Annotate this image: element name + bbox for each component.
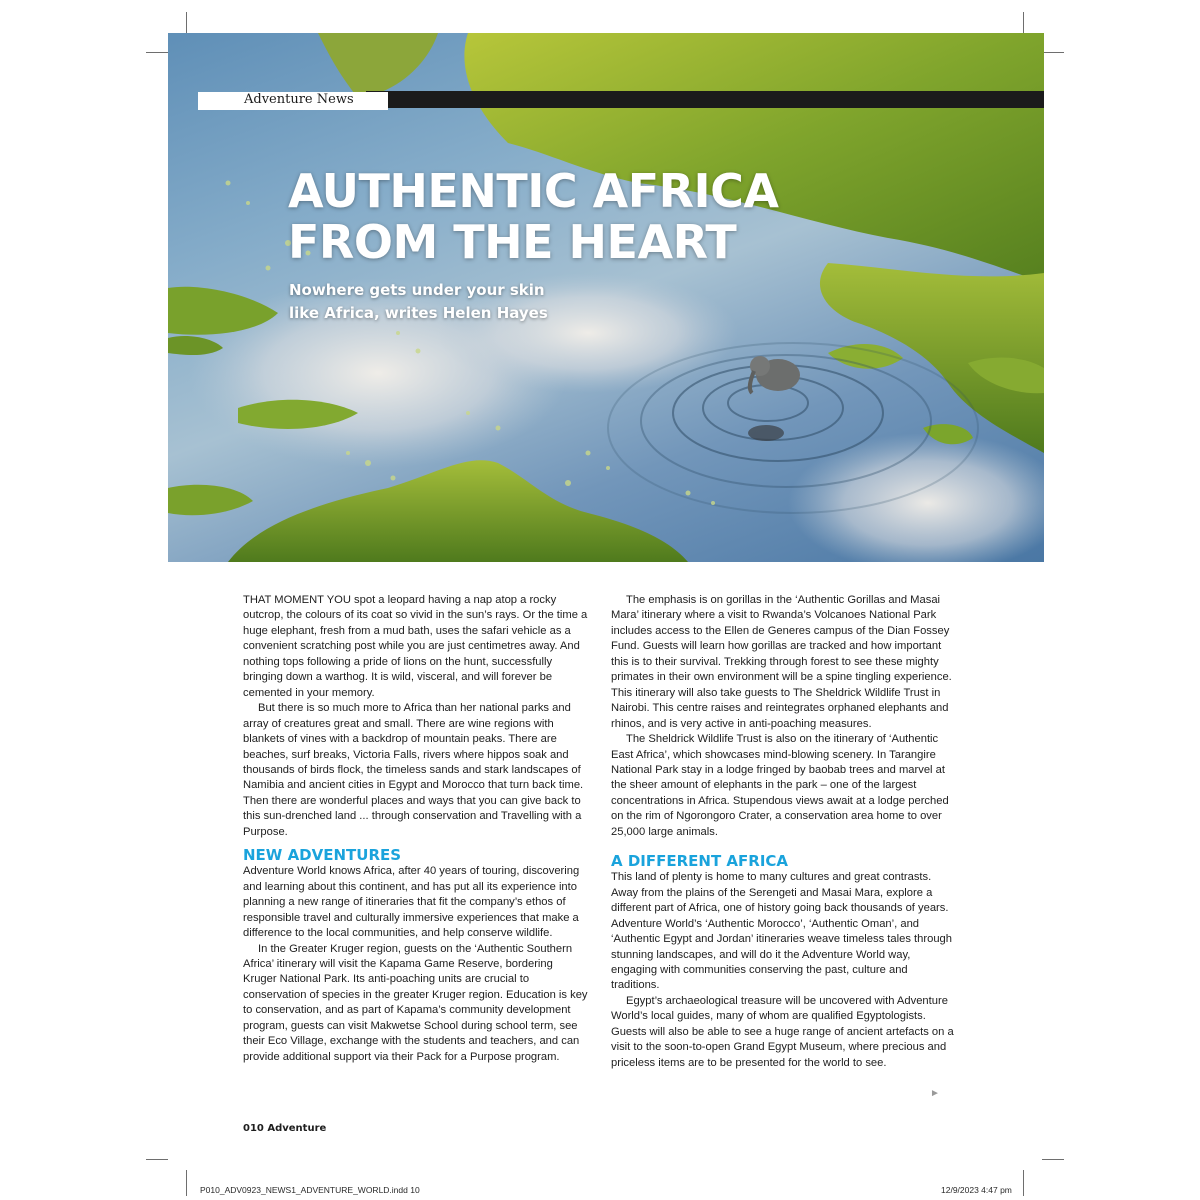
section-label: Adventure News xyxy=(244,92,354,107)
play-triangle-icon: ► xyxy=(930,1088,940,1099)
crop-mark-right-top xyxy=(1042,52,1064,53)
subheading: NEW ADVENTURES xyxy=(243,846,402,865)
crop-mark-bottom-right xyxy=(1023,1170,1024,1196)
paragraph: THAT MOMENT YOU spot a leopard having a nap atop a rocky outcrop, the colours of its coat so vivid in the sun’s rays. Or the time a huge elephant, fresh from a mud bath, uses the safari vehicle as a convenient scratching post while you are just centimetres away. And nothing tops following a pride of lions on the hunt, successfully bringing down a warthog. It is wild, visceral, and will forever be cemented in your memory. xyxy=(243,594,588,699)
folio xyxy=(243,1123,326,1134)
section-rule xyxy=(366,91,1044,108)
paragraph: The Sheldrick Wildlife Trust is also on the itinerary of ‘Authentic East Africa’, which showcases mind-blowing scenery. In Tarangire National Park stay in a lodge fringed by baobab trees and marvel at the sheer amount of elephants in the park – one of the largest concentrations in Africa. Stupendous views await at a lodge perched on the rim of Ngorongoro Crater, a conservation area home to over 25,000 large animals. xyxy=(611,733,949,838)
paragraph: But there is so much more to Africa than her national parks and array of creatures great and small. There are wine regions with blankets of vines with a backdrop of mountain peaks. There are beaches, surf breaks, Victoria Falls, rivers where hippos soak and thousands of birds flock, the timeless sands and stark landscapes of Namibia and ancient cities in Egypt and Morocco that turn back time. Then there are wonderful places and ways that you can give back to this sun-drenched land ... through conservation and Travelling with a Purpose. xyxy=(243,702,584,838)
crop-mark-bottom-left xyxy=(186,1170,187,1196)
crop-mark-left-top xyxy=(146,52,168,53)
magazine-name: Adventure xyxy=(267,1123,327,1134)
article-column-right xyxy=(611,593,956,1071)
paragraph: Adventure World knows Africa, after 40 years of touring, discovering and learning about this continent, and has put all its experience into planning a new range of itineraries that fit the company’s ethos of responsible travel and culturally immersive experiences that make a difference to the local communities, and help conserve wildlife. xyxy=(243,865,580,940)
article-column-left xyxy=(243,593,588,1065)
crop-mark-left-bottom xyxy=(146,1159,168,1160)
print-slug-datetime: 12/9/2023 4:47 pm xyxy=(941,1185,1012,1195)
grass-tuft xyxy=(168,485,253,516)
subheading: A DIFFERENT AFRICA xyxy=(611,852,789,871)
elephant-silhouette xyxy=(748,356,800,441)
standfirst-line: like Africa, writes Helen Hayes xyxy=(289,304,548,322)
marsh-bottom xyxy=(228,460,688,562)
print-slug-file: P010_ADV0923_NEWS1_ADVENTURE_WORLD.indd 10 xyxy=(200,1185,420,1195)
marsh-top-left xyxy=(318,33,438,98)
crop-mark-right-bottom xyxy=(1042,1159,1064,1160)
headline-line: AUTHENTIC AFRICA xyxy=(288,164,779,218)
paragraph: Egypt’s archaeological treasure will be uncovered with Adventure World’s local guides, many of whom are qualified Egyptologists. Guests will also be able to see a huge range of ancient artefacts on a visit to the soon-to-open Grand Egypt Museum, where precious and priceless items are to be presented for the world to see. xyxy=(611,994,954,1069)
paragraph: In the Greater Kruger region, guests on the ‘Authentic Southern Africa’ itinerary will visit the Kapama Game Reserve, bordering Kruger National Park. Its anti-poaching units are crucial to conservation of species in the greater Kruger region. Education is key to conservation, and as part of Kapama’s community development program, guests can visit Makwetse School during school term, see their Eco Village, exchange with the students and teachers, and can provide additional support via their Pack for a Purpose program. xyxy=(243,942,588,1063)
page-number: 010 xyxy=(243,1123,264,1134)
standfirst xyxy=(289,279,619,325)
paragraph: This land of plenty is home to many cultures and great contrasts. Away from the plains of the Serengeti and Masai Mara, explore a different part of Africa, one of history going back thousands of years. Adventure World’s ‘Authentic Morocco’, ‘Authentic Oman’, and ‘Authentic Egypt and Jordan’ itineraries weave timeless tales through stunning landscapes, and will do it the Adventure World way, engaging with communities conserving the past, culture and traditions. xyxy=(611,871,952,992)
headline-line: FROM THE HEART xyxy=(288,215,737,269)
standfirst-line: Nowhere gets under your skin xyxy=(289,281,545,299)
cloud-reflection xyxy=(788,433,1044,562)
paragraph: The emphasis is on gorillas in the ‘Authentic Gorillas and Masai Mara’ itinerary where a visit to Rwanda’s Volcanoes National Park includes access to the Ellen de Generes campus of the Dian Fossey Fund. Guests will learn how gorillas are tracked and how important this is to their survival. Trekking through forest to see these mighty primates in their own environment will be a spine tingling experience. This itinerary will also take guests to The Sheldrick Wildlife Trust in Nairobi. This centre raises and reintegrates orphaned elephants and rhinos, and is very active in anti-poaching measures. xyxy=(611,594,952,730)
headline xyxy=(288,166,888,268)
